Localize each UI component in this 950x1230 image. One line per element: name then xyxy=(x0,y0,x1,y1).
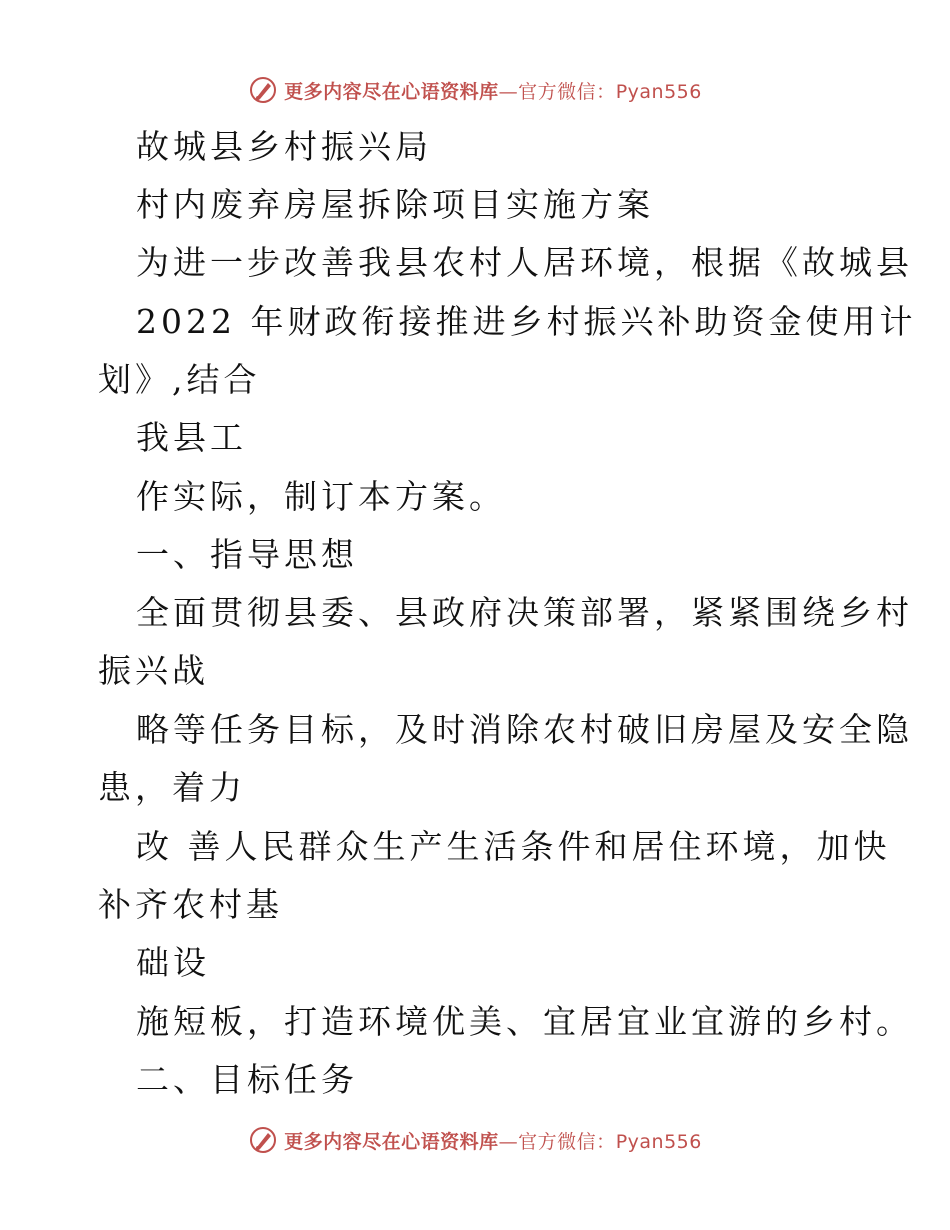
doc-line-heading: 一、指导思想 xyxy=(136,535,358,574)
banner-brand: 更多内容尽在心语资料库 xyxy=(284,80,499,103)
footer-banner xyxy=(0,1120,950,1160)
banner-contact-label: 官方微信： xyxy=(518,80,616,103)
doc-line-paragraph: 施短板，打造环境优美、宜居宜业宜游的乡村。 xyxy=(136,1002,913,1041)
doc-line-paragraph: 患，着力 xyxy=(98,768,246,807)
banner-text xyxy=(284,1127,702,1154)
header-banner xyxy=(0,70,950,110)
doc-line-org: 故城县乡村振兴局 xyxy=(136,127,432,166)
doc-line-paragraph: 我县工 xyxy=(136,418,247,457)
doc-line-paragraph: 作实际，制订本方案。 xyxy=(136,477,506,516)
doc-line-paragraph: 2022 年财政衔接推进乡村振兴补助资金使用计 xyxy=(136,302,917,341)
doc-line-paragraph: 补齐农村基 xyxy=(98,885,283,924)
doc-line-paragraph: 全面贯彻县委、县政府决策部署，紧紧围绕乡村 xyxy=(136,593,913,632)
doc-line-paragraph: 为进一步改善我县农村人居环境，根据《故城县 xyxy=(136,243,913,282)
banner-wechat-id: Pyan556 xyxy=(615,80,702,103)
doc-line-paragraph: 略等任务目标，及时消除农村破旧房屋及安全隐 xyxy=(136,710,913,749)
banner-text xyxy=(284,77,702,104)
banner-brand: 更多内容尽在心语资料库 xyxy=(284,1130,499,1153)
doc-line-paragraph: 础设 xyxy=(136,943,210,982)
doc-line-heading: 二、目标任务 xyxy=(136,1060,358,1099)
doc-line-paragraph: 振兴战 xyxy=(98,651,209,690)
doc-line-paragraph: 划》,结合 xyxy=(98,360,261,399)
doc-line-paragraph: 改 善人民群众生产生活条件和居住环境，加快 xyxy=(136,827,891,866)
banner-separator: — xyxy=(498,1130,519,1153)
banner-separator: — xyxy=(498,80,519,103)
doc-line-title: 村内废弃房屋拆除项目实施方案 xyxy=(136,185,654,224)
banner-contact-label: 官方微信： xyxy=(518,1130,616,1153)
banner-wechat-id: Pyan556 xyxy=(615,1130,702,1153)
pen-logo-icon xyxy=(248,1125,278,1155)
pen-logo-icon xyxy=(248,75,278,105)
